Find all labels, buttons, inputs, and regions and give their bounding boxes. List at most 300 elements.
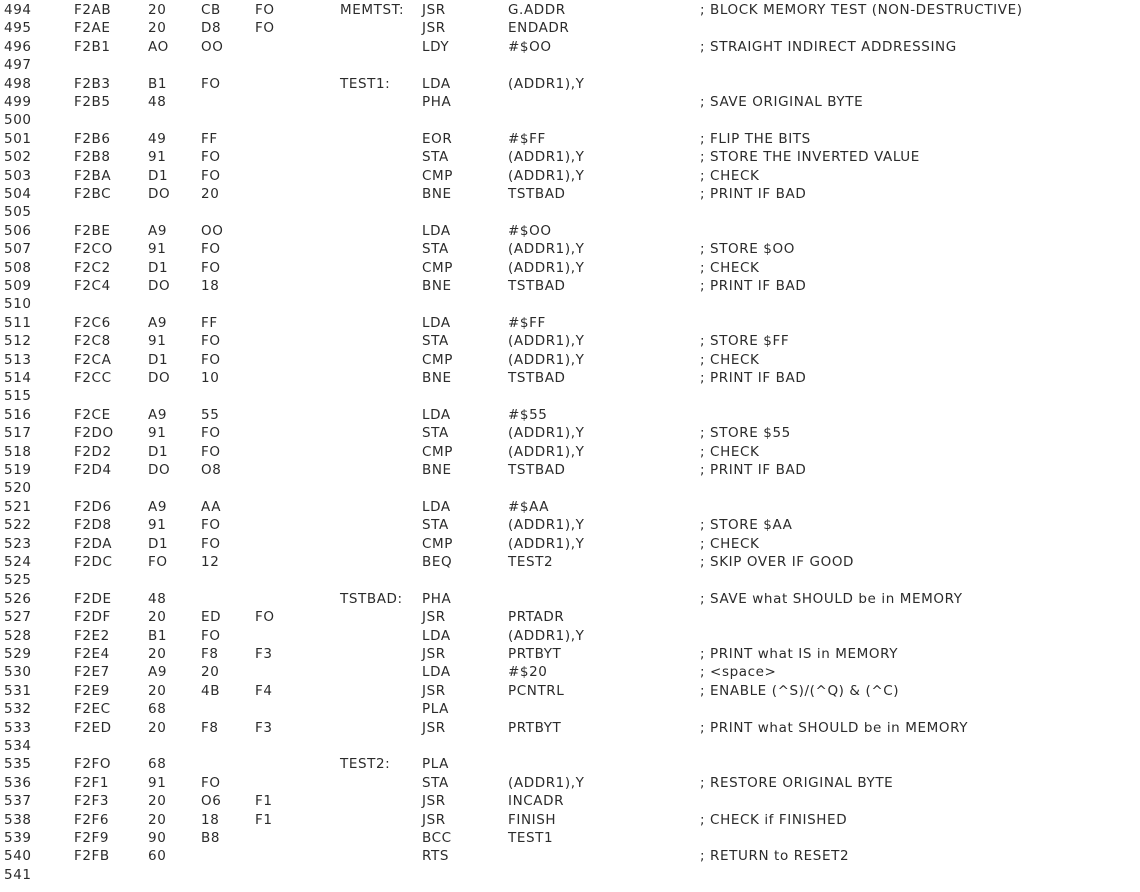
line-number: 500 (4, 112, 32, 129)
opcode-byte-1: 90 (148, 830, 167, 846)
address: F2E2 (74, 627, 110, 644)
listing-line (0, 663, 1140, 681)
line-number: 519 (4, 462, 32, 478)
operand: #$FF (508, 130, 546, 147)
opcode-byte-1: 20 (148, 609, 167, 626)
opcode-byte-2: FO (201, 535, 221, 552)
mnemonic: LDA (422, 627, 451, 644)
line-number: 508 (4, 259, 32, 276)
operand: TSTBAD (508, 278, 566, 294)
comment: ; ENABLE (^S)/(^Q) & (^C) (700, 682, 900, 699)
line-number: 536 (4, 774, 32, 791)
comment: ; CHECK (700, 351, 760, 368)
listing-line (0, 847, 1140, 865)
address: F2DA (74, 535, 113, 552)
opcode-byte-1: 20 (148, 20, 167, 37)
line-number: 528 (4, 627, 32, 644)
mnemonic: STA (422, 241, 449, 258)
mnemonic: PLA (422, 701, 450, 718)
opcode-byte-2: 20 (201, 186, 220, 202)
opcode-byte-1: DO (148, 462, 171, 478)
opcode-byte-2: OO (201, 38, 224, 55)
comment: ; CHECK (700, 259, 760, 276)
line-number: 532 (4, 701, 32, 718)
opcode-byte-1: 49 (148, 130, 167, 147)
operand: (ADDR1),Y (508, 517, 585, 534)
line-number: 495 (4, 20, 32, 37)
mnemonic: JSR (422, 682, 446, 699)
mnemonic: STA (422, 774, 449, 791)
address: F2FB (74, 848, 110, 865)
opcode-byte-1: DO (148, 278, 171, 294)
opcode-byte-2: FO (201, 167, 221, 184)
line-number: 530 (4, 664, 32, 681)
operand: (ADDR1),Y (508, 167, 585, 184)
address: F2F9 (74, 830, 110, 846)
operand: TSTBAD (508, 186, 566, 202)
address: F2C2 (74, 259, 111, 276)
listing-line (0, 755, 1140, 773)
line-number: 523 (4, 535, 32, 552)
address: F2D8 (74, 517, 112, 534)
opcode-byte-1: DO (148, 186, 171, 202)
listing-line (0, 811, 1140, 829)
opcode-byte-2: 4B (201, 682, 221, 699)
operand: (ADDR1),Y (508, 774, 585, 791)
mnemonic: BNE (422, 278, 452, 294)
line-number: 522 (4, 517, 32, 534)
opcode-byte-1: 91 (148, 333, 167, 350)
opcode-byte-1: 20 (148, 682, 167, 699)
opcode-byte-2: OO (201, 222, 224, 239)
comment: ; STORE $OO (700, 241, 795, 258)
line-number: 514 (4, 370, 32, 386)
opcode-byte-2: FO (201, 627, 221, 644)
line-number: 539 (4, 830, 32, 846)
opcode-byte-2: 18 (201, 811, 220, 828)
line-number: 502 (4, 149, 32, 166)
listing-line (0, 111, 1140, 129)
opcode-byte-3: FO (255, 609, 275, 626)
address: F2F1 (74, 774, 110, 791)
listing-line (0, 682, 1140, 700)
operand: #$OO (508, 222, 552, 239)
line-number: 516 (4, 406, 32, 423)
opcode-byte-2: AA (201, 498, 222, 515)
mnemonic: JSR (422, 793, 446, 810)
listing-line (0, 700, 1140, 718)
operand: TEST1 (508, 830, 554, 846)
address: F2CE (74, 406, 111, 423)
opcode-byte-1: A9 (148, 664, 168, 681)
line-number: 527 (4, 609, 32, 626)
listing-line (0, 295, 1140, 313)
mnemonic: LDA (422, 498, 451, 515)
listing-line (0, 608, 1140, 626)
opcode-byte-2: FO (201, 333, 221, 350)
listing-line (0, 719, 1140, 737)
address: F2DC (74, 554, 113, 570)
listing-line (0, 314, 1140, 332)
listing-line (0, 75, 1140, 93)
mnemonic: STA (422, 149, 449, 166)
opcode-byte-1: B1 (148, 75, 168, 92)
comment: ; CHECK if FINISHED (700, 811, 848, 828)
listing-line (0, 387, 1140, 405)
operand: #$20 (508, 664, 548, 681)
mnemonic: BEQ (422, 554, 453, 570)
operand: #$FF (508, 314, 546, 331)
opcode-byte-1: 68 (148, 701, 167, 718)
mnemonic: BNE (422, 186, 452, 202)
address: F2ED (74, 719, 112, 736)
comment: ; <space> (700, 664, 777, 681)
operand: (ADDR1),Y (508, 425, 585, 442)
operand: #$55 (508, 406, 548, 423)
opcode-byte-2: FO (201, 241, 221, 258)
opcode-byte-2: 10 (201, 370, 220, 386)
operand: G.ADDR (508, 2, 566, 18)
address: F2EC (74, 701, 111, 718)
opcode-byte-2: O6 (201, 793, 222, 810)
comment: ; SKIP OVER IF GOOD (700, 554, 855, 570)
line-number: 537 (4, 793, 32, 810)
comment: ; FLIP THE BITS (700, 130, 811, 147)
opcode-byte-2: FO (201, 774, 221, 791)
mnemonic: EOR (422, 130, 453, 147)
opcode-byte-1: D1 (148, 167, 169, 184)
opcode-byte-3: F3 (255, 646, 273, 662)
comment: ; STRAIGHT INDIRECT ADDRESSING (700, 38, 957, 55)
opcode-byte-2: D8 (201, 20, 222, 37)
comment: ; PRINT IF BAD (700, 462, 807, 478)
listing-line (0, 259, 1140, 277)
listing-line (0, 130, 1140, 148)
opcode-byte-1: 91 (148, 774, 167, 791)
mnemonic: LDA (422, 664, 451, 681)
line-number: 521 (4, 498, 32, 515)
listing-line (0, 498, 1140, 516)
listing-line (0, 56, 1140, 74)
comment: ; SAVE what SHOULD be in MEMORY (700, 590, 963, 607)
label: TEST1: (340, 75, 391, 92)
opcode-byte-1: 20 (148, 719, 167, 736)
listing-line (0, 571, 1140, 589)
comment: ; PRINT IF BAD (700, 186, 807, 202)
mnemonic: PHA (422, 590, 452, 607)
mnemonic: PLA (422, 756, 450, 773)
opcode-byte-1: 91 (148, 517, 167, 534)
mnemonic: STA (422, 517, 449, 534)
mnemonic: CMP (422, 259, 454, 276)
listing-line (0, 479, 1140, 497)
listing-line (0, 424, 1140, 442)
opcode-byte-1: 60 (148, 848, 167, 865)
listing-line (0, 93, 1140, 111)
label: TSTBAD: (340, 590, 403, 607)
operand: (ADDR1),Y (508, 351, 585, 368)
mnemonic: CMP (422, 167, 454, 184)
mnemonic: JSR (422, 20, 446, 37)
listing-line (0, 203, 1140, 221)
operand: TEST2 (508, 554, 554, 570)
address: F2B3 (74, 75, 111, 92)
address: F2BC (74, 186, 112, 202)
address: F2B1 (74, 38, 111, 55)
opcode-byte-1: FO (148, 554, 168, 570)
address: F2C6 (74, 314, 111, 331)
opcode-byte-2: ED (201, 609, 222, 626)
line-number: 515 (4, 388, 32, 405)
mnemonic: LDY (422, 38, 450, 55)
comment: ; STORE $FF (700, 333, 790, 350)
line-number: 517 (4, 425, 32, 442)
mnemonic: LDA (422, 314, 451, 331)
opcode-byte-2: FF (201, 314, 218, 331)
mnemonic: CMP (422, 351, 454, 368)
operand: (ADDR1),Y (508, 241, 585, 258)
operand: (ADDR1),Y (508, 333, 585, 350)
opcode-byte-1: A9 (148, 314, 168, 331)
opcode-byte-1: D1 (148, 535, 169, 552)
opcode-byte-1: D1 (148, 259, 169, 276)
comment: ; RETURN to RESET2 (700, 848, 850, 865)
address: F2D2 (74, 443, 112, 460)
listing-line (0, 351, 1140, 369)
address: F2CC (74, 370, 112, 386)
operand: #$OO (508, 38, 552, 55)
opcode-byte-2: 18 (201, 278, 220, 294)
listing-line (0, 516, 1140, 534)
mnemonic: LDA (422, 75, 451, 92)
comment: ; PRINT IF BAD (700, 370, 807, 386)
comment: ; PRINT what IS in MEMORY (700, 646, 899, 662)
address: F2BA (74, 167, 112, 184)
operand: INCADR (508, 793, 565, 810)
line-number: 503 (4, 167, 32, 184)
opcode-byte-1: 20 (148, 793, 167, 810)
line-number: 506 (4, 222, 32, 239)
mnemonic: JSR (422, 719, 446, 736)
opcode-byte-1: A9 (148, 406, 168, 423)
operand: ENDADR (508, 20, 570, 37)
comment: ; BLOCK MEMORY TEST (NON-DESTRUCTIVE) (700, 2, 1023, 18)
opcode-byte-3: F4 (255, 682, 273, 699)
opcode-byte-2: FO (201, 149, 221, 166)
opcode-byte-1: 91 (148, 149, 167, 166)
operand: PRTADR (508, 609, 565, 626)
comment: ; PRINT what SHOULD be in MEMORY (700, 719, 969, 736)
address: F2C8 (74, 333, 111, 350)
address: F2B5 (74, 94, 111, 110)
opcode-byte-1: DO (148, 370, 171, 386)
address: F2FO (74, 756, 112, 773)
operand: PRTBYT (508, 646, 562, 662)
opcode-byte-3: F1 (255, 811, 273, 828)
listing-line (0, 332, 1140, 350)
mnemonic: BNE (422, 370, 452, 386)
comment: ; PRINT IF BAD (700, 278, 807, 294)
listing-line (0, 443, 1140, 461)
opcode-byte-2: FF (201, 130, 218, 147)
opcode-byte-1: D1 (148, 443, 169, 460)
opcode-byte-3: FO (255, 20, 275, 37)
opcode-byte-1: A9 (148, 222, 168, 239)
address: F2BE (74, 222, 111, 239)
operand: TSTBAD (508, 370, 566, 386)
opcode-byte-2: FO (201, 351, 221, 368)
address: F2C4 (74, 278, 111, 294)
line-number: 501 (4, 130, 32, 147)
line-number: 533 (4, 719, 32, 736)
mnemonic: LDA (422, 222, 451, 239)
operand: TSTBAD (508, 462, 566, 478)
mnemonic: LDA (422, 406, 451, 423)
listing-line (0, 1, 1140, 19)
opcode-byte-2: 20 (201, 664, 220, 681)
listing-line (0, 369, 1140, 387)
listing-line (0, 645, 1140, 663)
line-number: 525 (4, 572, 32, 589)
line-number: 505 (4, 204, 32, 221)
comment: ; STORE THE INVERTED VALUE (700, 149, 920, 166)
operand: (ADDR1),Y (508, 149, 585, 166)
address: F2DE (74, 590, 112, 607)
label: MEMTST: (340, 2, 405, 18)
operand: FINISH (508, 811, 557, 828)
mnemonic: JSR (422, 646, 446, 662)
opcode-byte-1: 20 (148, 2, 167, 18)
opcode-byte-1: 48 (148, 590, 167, 607)
opcode-byte-3: F1 (255, 793, 273, 810)
comment: ; RESTORE ORIGINAL BYTE (700, 774, 894, 791)
address: F2AB (74, 2, 112, 18)
line-number: 535 (4, 756, 32, 773)
line-number: 540 (4, 848, 32, 865)
line-number: 520 (4, 480, 32, 497)
comment: ; CHECK (700, 443, 760, 460)
opcode-byte-2: FO (201, 425, 221, 442)
address: F2E9 (74, 682, 110, 699)
listing-line (0, 277, 1140, 295)
line-number: 531 (4, 682, 32, 699)
line-number: 529 (4, 646, 32, 662)
opcode-byte-1: D1 (148, 351, 169, 368)
mnemonic: PHA (422, 94, 452, 110)
address: F2F3 (74, 793, 110, 810)
line-number: 538 (4, 811, 32, 828)
listing-line (0, 406, 1140, 424)
line-number: 504 (4, 186, 32, 202)
operand: (ADDR1),Y (508, 259, 585, 276)
opcode-byte-1: 91 (148, 241, 167, 258)
line-number: 507 (4, 241, 32, 258)
operand: PRTBYT (508, 719, 562, 736)
line-number: 524 (4, 554, 32, 570)
opcode-byte-2: FO (201, 443, 221, 460)
listing-line (0, 737, 1140, 755)
line-number: 513 (4, 351, 32, 368)
opcode-byte-2: CB (201, 2, 221, 18)
line-number: 512 (4, 333, 32, 350)
line-number: 498 (4, 75, 32, 92)
address: F2AE (74, 20, 111, 37)
opcode-byte-2: FO (201, 75, 221, 92)
opcode-byte-3: FO (255, 2, 275, 18)
line-number: 510 (4, 296, 32, 313)
opcode-byte-1: A9 (148, 498, 168, 515)
opcode-byte-2: F8 (201, 646, 219, 662)
operand: (ADDR1),Y (508, 75, 585, 92)
mnemonic: BNE (422, 462, 452, 478)
listing-line (0, 829, 1140, 847)
address: F2E4 (74, 646, 110, 662)
line-number: 511 (4, 314, 32, 331)
opcode-byte-1: 91 (148, 425, 167, 442)
mnemonic: JSR (422, 811, 446, 828)
listing-line (0, 461, 1140, 479)
operand: #$AA (508, 498, 550, 515)
listing-line (0, 792, 1140, 810)
line-number: 541 (4, 866, 32, 883)
address: F2E7 (74, 664, 110, 681)
address: F2B8 (74, 149, 111, 166)
mnemonic: CMP (422, 535, 454, 552)
opcode-byte-1: 20 (148, 646, 167, 662)
address: F2CO (74, 241, 113, 258)
opcode-byte-2: O8 (201, 462, 222, 478)
listing-line (0, 627, 1140, 645)
comment: ; CHECK (700, 167, 760, 184)
listing-line (0, 222, 1140, 240)
listing-line (0, 535, 1140, 553)
opcode-byte-1: 48 (148, 94, 167, 110)
opcode-byte-2: B8 (201, 830, 221, 846)
address: F2F6 (74, 811, 110, 828)
opcode-byte-1: 20 (148, 811, 167, 828)
mnemonic: STA (422, 425, 449, 442)
listing-line (0, 553, 1140, 571)
address: F2B6 (74, 130, 111, 147)
address: F2DF (74, 609, 111, 626)
listing-line (0, 19, 1140, 37)
operand: PCNTRL (508, 682, 565, 699)
line-number: 526 (4, 590, 32, 607)
operand: (ADDR1),Y (508, 535, 585, 552)
opcode-byte-2: FO (201, 259, 221, 276)
line-number: 518 (4, 443, 32, 460)
mnemonic: JSR (422, 609, 446, 626)
listing-line (0, 148, 1140, 166)
comment: ; SAVE ORIGINAL BYTE (700, 94, 864, 110)
listing-line (0, 185, 1140, 203)
opcode-byte-2: F8 (201, 719, 219, 736)
opcode-byte-3: F3 (255, 719, 273, 736)
listing-line (0, 774, 1140, 792)
operand: (ADDR1),Y (508, 443, 585, 460)
mnemonic: RTS (422, 848, 450, 865)
address: F2DO (74, 425, 114, 442)
opcode-byte-1: B1 (148, 627, 168, 644)
operand: (ADDR1),Y (508, 627, 585, 644)
line-number: 534 (4, 738, 32, 754)
comment: ; STORE $55 (700, 425, 791, 442)
mnemonic: STA (422, 333, 449, 350)
mnemonic: CMP (422, 443, 454, 460)
address: F2D6 (74, 498, 112, 515)
comment: ; CHECK (700, 535, 760, 552)
line-number: 494 (4, 2, 32, 18)
